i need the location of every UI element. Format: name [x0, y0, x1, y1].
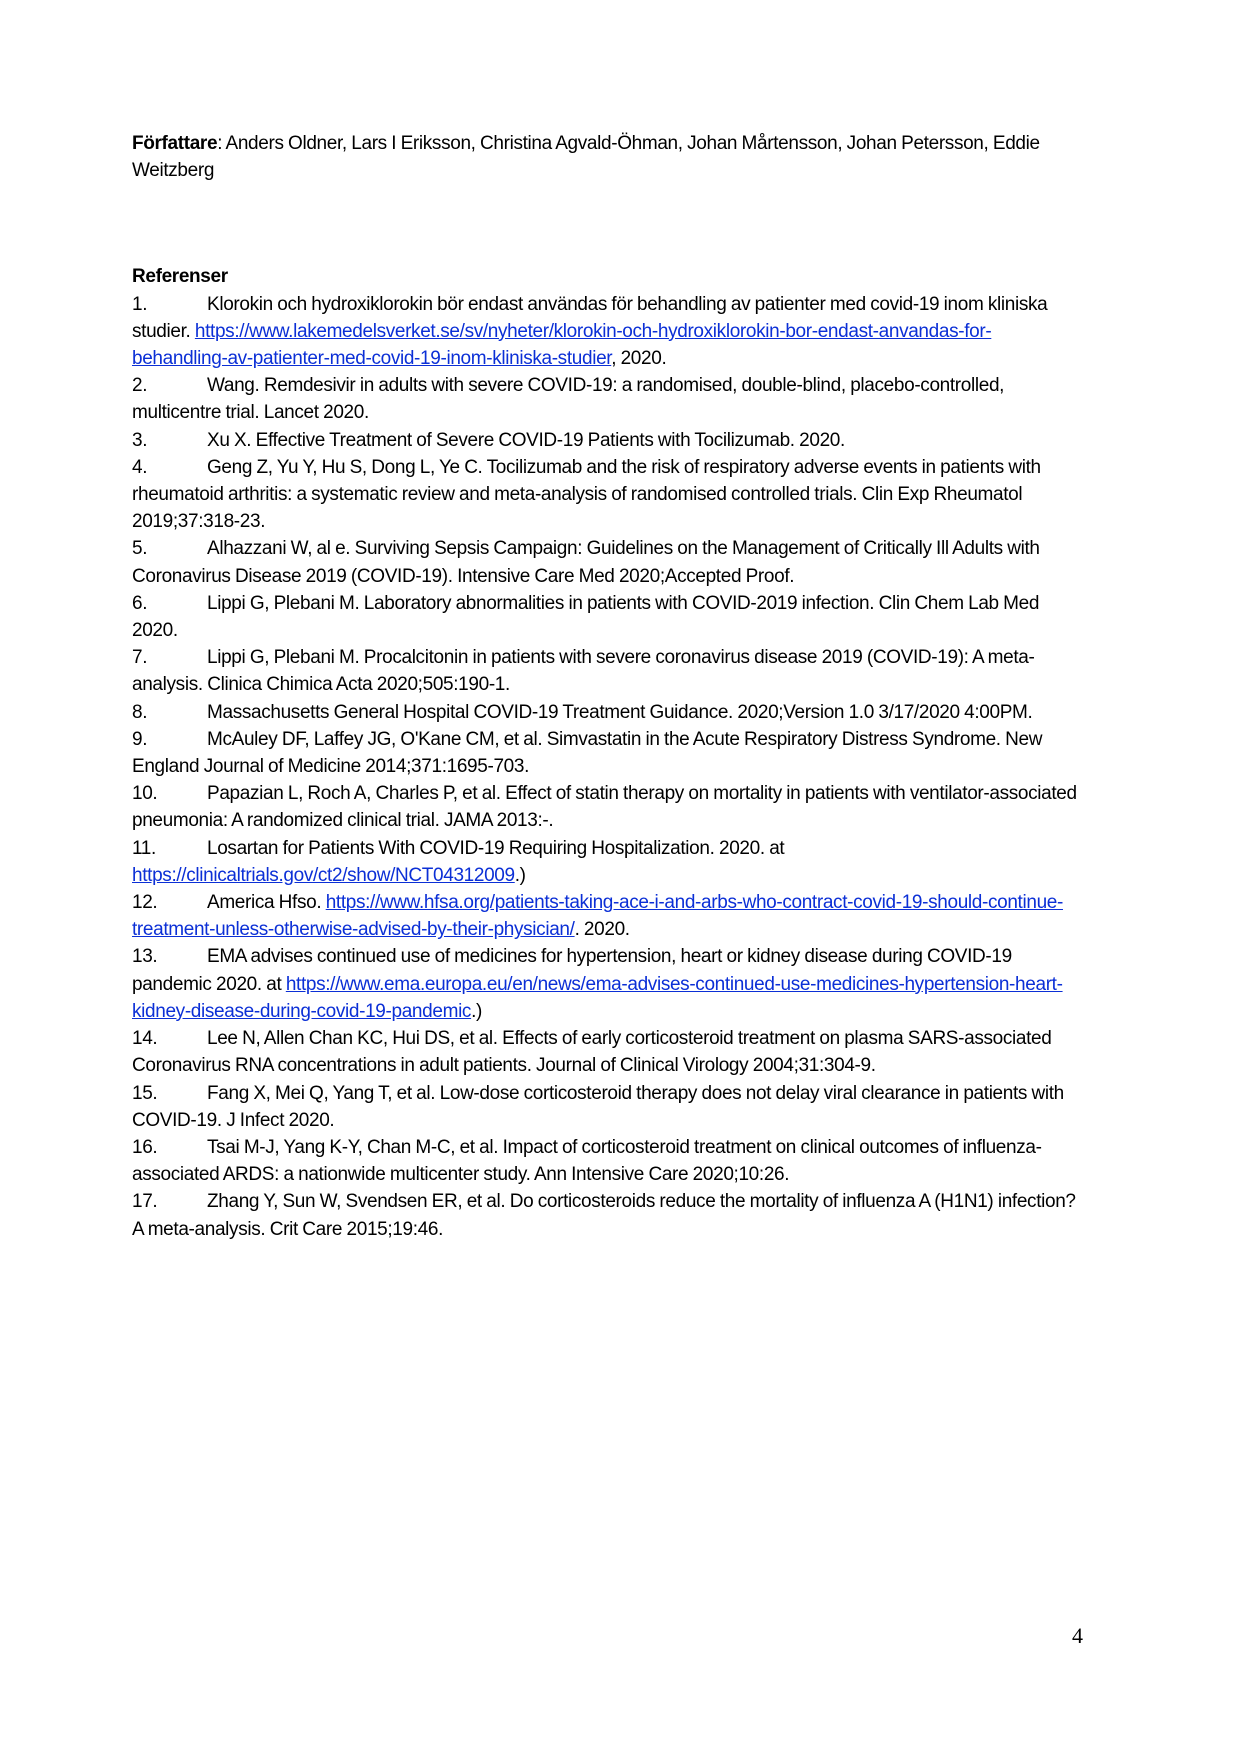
reference-text: McAuley DF, Laffey JG, O'Kane CM, et al. Simvastatin in the Acute Respiratory Distress Syndrome. New England Journal of Medicine 2014;371:1695-703. [132, 728, 1043, 778]
reference-item-11 [132, 835, 1082, 889]
reference-number: 16. [132, 1136, 158, 1158]
reference-text: Lippi G, Plebani M. Laboratory abnormalities in patients with COVID-2019 infection. Clin Chem Lab Med 2020. [132, 592, 1040, 642]
authors-names: Anders Oldner, Lars I Eriksson, Christina Agvald-Öhman, Johan Mårtensson, Johan Petersson, Eddie Weitzberg [132, 133, 1040, 182]
reference-number: 11. [132, 837, 156, 859]
reference-text: Lee N, Allen Chan KC, Hui DS, et al. Effects of early corticosteroid treatment on plasma SARS-associated Coronavirus RNA concentrations in adult patients. Journal of Clinical Virology 2004;31:304-9. [132, 1028, 1052, 1077]
reference-number: 15. [132, 1082, 158, 1104]
authors-separator: : [217, 133, 226, 154]
reference-text: Zhang Y, Sun W, Svendsen ER, et al. Do corticosteroids reduce the mortality of influenza A (H1N1) infection? A meta-analysis. Crit Care 2015;19:46. [132, 1191, 1076, 1240]
reference-text-after: , 2020. [611, 348, 667, 370]
reference-item-7 [132, 644, 1082, 698]
reference-text-after: . 2020. [574, 919, 630, 941]
reference-number: 10. [132, 783, 158, 805]
reference-number: 3. [132, 429, 148, 451]
reference-item-4 [132, 454, 1082, 536]
reference-number: 4. [132, 456, 148, 478]
reference-number: 8. [132, 701, 148, 723]
reference-text: Xu X. Effective Treatment of Severe COVID-19 Patients with Tocilizumab. 2020. [207, 429, 845, 451]
authors-label: Författare [132, 133, 218, 154]
reference-text: Alhazzani W, al e. Surviving Sepsis Campaign: Guidelines on the Management of Critically Ill Adults with Coronavirus Disease 2019 (COVID-19). Intensive Care Med 2020;Accepted Proof. [132, 538, 1040, 587]
reference-text: Massachusetts General Hospital COVID-19 Treatment Guidance. 2020;Version 1.0 3/17/2020 4:00PM. [207, 701, 1033, 723]
reference-number: 5. [132, 538, 148, 560]
reference-text: Geng Z, Yu Y, Hu S, Dong L, Ye C. Tocilizumab and the risk of respiratory adverse events in patients with rheumatoid arthritis: a systematic review and meta-analysis of randomised controlled trials. Clin Exp Rheumatol 2019;37:318-23. [132, 456, 1041, 533]
reference-link[interactable]: https://www.hfsa.org/patients-taking-ace-i-and-arbs-who-contract-covid-19-should-continue-treatment-unless-otherwise-advised-by-their-physician/ [132, 892, 1063, 941]
reference-text: Lippi G, Plebani M. Procalcitonin in patients with severe coronavirus disease 2019 (COVID-19): A meta-analysis. Clinica Chimica Acta 2020;505:190-1. [132, 647, 1035, 696]
reference-item-14 [132, 1025, 1082, 1079]
authors-line [132, 130, 1082, 184]
references-heading: Referenser [132, 266, 228, 288]
reference-list [132, 291, 1082, 1243]
reference-number: 13. [132, 946, 158, 968]
reference-text-after: .) [471, 1000, 482, 1022]
reference-item-2 [132, 372, 1082, 426]
reference-number: 9. [132, 728, 148, 750]
reference-item-15 [132, 1080, 1082, 1134]
reference-text: Losartan for Patients With COVID-19 Requiring Hospitalization. 2020. at [207, 837, 785, 859]
reference-number: 12. [132, 892, 158, 914]
reference-text: Klorokin och hydroxiklorokin bör endast användas för behandling av patienter med covid-19 inom kliniska studier. [132, 293, 1048, 342]
reference-text: Tsai M-J, Yang K-Y, Chan M-C, et al. Impact of corticosteroid treatment on clinical outcomes of influenza-associated ARDS: a nationwide multicenter study. Ann Intensive Care 2020;10:26. [132, 1136, 1042, 1186]
reference-text: EMA advises continued use of medicines for hypertension, heart or kidney disease during COVID-19 pandemic 2020. at [132, 946, 1012, 995]
reference-number: 14. [132, 1028, 158, 1050]
reference-text: America Hfso. [207, 892, 326, 914]
page-number: 4 [1072, 1623, 1083, 1648]
reference-number: 17. [132, 1191, 158, 1213]
document-page [132, 130, 1082, 1243]
reference-item-16 [132, 1134, 1082, 1188]
reference-item-10 [132, 780, 1082, 834]
reference-number: 7. [132, 647, 148, 669]
reference-text-after: .) [514, 864, 526, 886]
reference-item-8 [132, 699, 1082, 726]
reference-text: Papazian L, Roch A, Charles P, et al. Effect of statin therapy on mortality in patients with ventilator-associated pneumonia: A randomized clinical trial. JAMA 2013:-. [132, 783, 1077, 832]
reference-text: Fang X, Mei Q, Yang T, et al. Low-dose corticosteroid therapy does not delay viral clearance in patients with COVID-19. J Infect 2020. [132, 1082, 1064, 1131]
reference-item-13 [132, 943, 1082, 1025]
reference-item-6 [132, 590, 1082, 644]
reference-item-9 [132, 726, 1082, 780]
reference-link[interactable]: https://clinicaltrials.gov/ct2/show/NCT04312009 [132, 864, 515, 886]
reference-number: 1. [132, 293, 148, 315]
reference-link[interactable]: https://www.ema.europa.eu/en/news/ema-advises-continued-use-medicines-hypertension-heart-kidney-disease-during-covid-19-pandemic [132, 973, 1063, 1022]
reference-item-17 [132, 1188, 1082, 1242]
reference-link[interactable]: https://www.lakemedelsverket.se/sv/nyheter/klorokin-och-hydroxiklorokin-bor-endast-anvandas-for-behandling-av-patienter-med-covid-19-inom-kliniska-studier [132, 320, 992, 370]
reference-number: 6. [132, 592, 148, 614]
reference-item-5 [132, 535, 1082, 589]
reference-text: Wang. Remdesivir in adults with severe COVID-19: a randomised, double-blind, placebo-controlled, multicentre trial. Lancet 2020. [132, 375, 1005, 424]
reference-item-3 [132, 427, 1082, 454]
reference-item-1 [132, 291, 1082, 373]
reference-number: 2. [132, 375, 148, 397]
reference-item-12 [132, 889, 1082, 943]
